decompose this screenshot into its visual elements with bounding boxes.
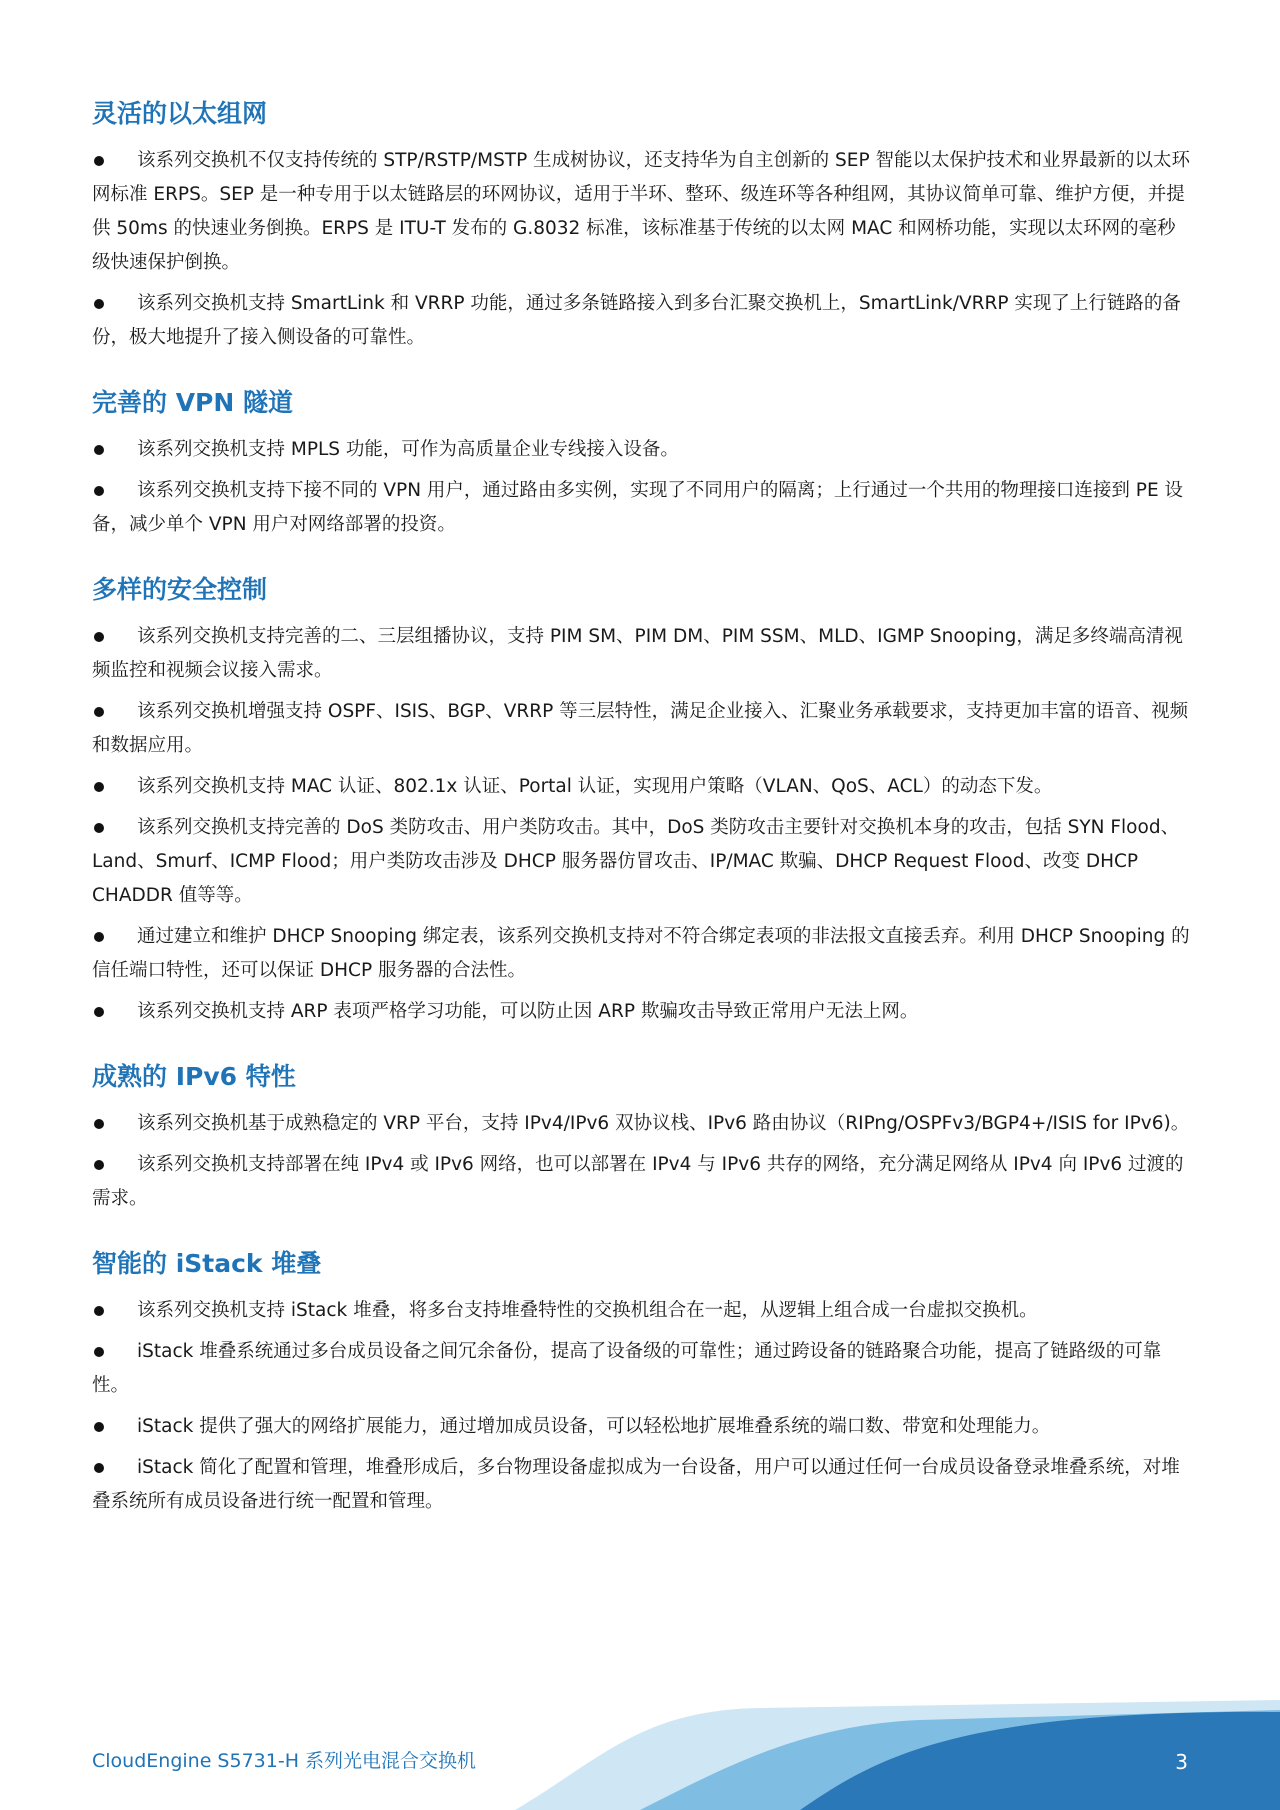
bullet-text: 该系列交换机支持 ARP 表项严格学习功能，可以防止因 ARP 欺骗攻击导致正常用户无法上网。 bbox=[137, 1001, 919, 1022]
section-title: 多样的安全控制 bbox=[92, 575, 268, 604]
bullet-icon bbox=[94, 782, 104, 792]
bullet-icon bbox=[94, 932, 104, 942]
bullet-icon bbox=[94, 1306, 104, 1316]
page-footer bbox=[0, 1700, 1280, 1810]
bullet-icon bbox=[94, 486, 104, 496]
bullet-text: 该系列交换机增强支持 OSPF、ISIS、BGP、VRRP 等三层特性，满足企业接入、汇聚业务承载要求，支持更加丰富的语音、视频和数据应用。 bbox=[92, 701, 1189, 756]
bullet-item bbox=[92, 1148, 1190, 1216]
section-flexible-ethernet bbox=[92, 96, 1190, 355]
bullet-icon bbox=[94, 632, 104, 642]
section-security-control bbox=[92, 572, 1190, 1029]
section-title: 完善的 VPN 隧道 bbox=[92, 388, 294, 417]
bullet-icon bbox=[94, 1160, 104, 1170]
bullet-text: 该系列交换机支持下接不同的 VPN 用户，通过路由多实例，实现了不同用户的隔离；上行通过一个共用的物理接口连接到 PE 设备，减少单个 VPN 用户对网络部署的投资。 bbox=[92, 480, 1184, 535]
bullet-icon bbox=[94, 156, 104, 166]
bullet-item bbox=[92, 433, 1190, 467]
bullet-icon bbox=[94, 1007, 104, 1017]
bullet-text: 该系列交换机支持 iStack 堆叠，将多台支持堆叠特性的交换机组合在一起，从逻辑上组合成一台虚拟交换机。 bbox=[137, 1300, 1038, 1321]
bullet-text: iStack 提供了强大的网络扩展能力，通过增加成员设备，可以轻松地扩展堆叠系统的端口数、带宽和处理能力。 bbox=[137, 1416, 1051, 1437]
bullet-text: 该系列交换机支持 MAC 认证、802.1x 认证、Portal 认证，实现用户策略（VLAN、QoS、ACL）的动态下发。 bbox=[137, 776, 1053, 797]
bullet-item bbox=[92, 770, 1190, 804]
bullet-item bbox=[92, 287, 1190, 355]
bullet-item bbox=[92, 1451, 1190, 1519]
bullet-icon bbox=[94, 299, 104, 309]
section-title: 成熟的 IPv6 特性 bbox=[92, 1062, 296, 1091]
bullet-item bbox=[92, 1107, 1190, 1141]
bullet-icon bbox=[94, 1347, 104, 1357]
section-title: 智能的 iStack 堆叠 bbox=[92, 1249, 322, 1278]
bullet-text: 该系列交换机基于成熟稳定的 VRP 平台，支持 IPv4/IPv6 双协议栈、IPv6 路由协议（RIPng/OSPFv3/BGP4+/ISIS for IPv6)。 bbox=[137, 1113, 1190, 1134]
section-title: 灵活的以太组网 bbox=[92, 99, 268, 128]
bullet-text: 该系列交换机支持 MPLS 功能，可作为高质量企业专线接入设备。 bbox=[137, 439, 679, 460]
bullet-text: 该系列交换机支持 SmartLink 和 VRRP 功能，通过多条链路接入到多台汇聚交换机上，SmartLink/VRRP 实现了上行链路的备份，极大地提升了接入侧设备的可靠性。 bbox=[92, 293, 1181, 348]
page-number: 3 bbox=[1175, 1750, 1188, 1774]
page-content bbox=[92, 96, 1190, 1549]
bullet-item bbox=[92, 811, 1190, 913]
bullet-text: 该系列交换机支持完善的二、三层组播协议，支持 PIM SM、PIM DM、PIM SSM、MLD、IGMP Snooping，满足多终端高清视频监控和视频会议接入需求。 bbox=[92, 626, 1183, 681]
footer-product-name: CloudEngine S5731-H 系列光电混合交换机 bbox=[92, 1750, 477, 1772]
bullet-text: iStack 堆叠系统通过多台成员设备之间冗余备份，提高了设备级的可靠性；通过跨设备的链路聚合功能，提高了链路级的可靠性。 bbox=[92, 1341, 1162, 1396]
bullet-item bbox=[92, 1294, 1190, 1328]
bullet-item bbox=[92, 1410, 1190, 1444]
bullet-text: 通过建立和维护 DHCP Snooping 绑定表，该系列交换机支持对不符合绑定表项的非法报文直接丢弃。利用 DHCP Snooping 的信任端口特性，还可以保证 DHCP 服务器的合法性。 bbox=[92, 926, 1190, 981]
bullet-item bbox=[92, 1335, 1190, 1403]
bullet-icon bbox=[94, 1463, 104, 1473]
bullet-item bbox=[92, 695, 1190, 763]
bullet-item bbox=[92, 620, 1190, 688]
bullet-item bbox=[92, 920, 1190, 988]
bullet-icon bbox=[94, 707, 104, 717]
bullet-item bbox=[92, 995, 1190, 1029]
bullet-text: 该系列交换机支持部署在纯 IPv4 或 IPv6 网络，也可以部署在 IPv4 与 IPv6 共存的网络，充分满足网络从 IPv4 向 IPv6 过渡的需求。 bbox=[92, 1154, 1184, 1209]
bullet-icon bbox=[94, 823, 104, 833]
bullet-item bbox=[92, 474, 1190, 542]
bullet-icon bbox=[94, 445, 104, 455]
bullet-icon bbox=[94, 1422, 104, 1432]
section-vpn-tunnel bbox=[92, 385, 1190, 542]
bullet-text: iStack 简化了配置和管理，堆叠形成后，多台物理设备虚拟成为一台设备，用户可以通过任何一台成员设备登录堆叠系统，对堆叠系统所有成员设备进行统一配置和管理。 bbox=[92, 1457, 1180, 1512]
bullet-item bbox=[92, 144, 1190, 280]
section-istack bbox=[92, 1246, 1190, 1519]
bullet-text: 该系列交换机支持完善的 DoS 类防攻击、用户类防攻击。其中，DoS 类防攻击主要针对交换机本身的攻击，包括 SYN Flood、Land、Smurf、ICMP Flood；用户类防攻击涉及 DHCP 服务器仿冒攻击、IP/MAC 欺骗、DHCP Request Flood、改变 DHCP CHADDR 值等等。 bbox=[92, 817, 1180, 906]
bullet-text: 该系列交换机不仅支持传统的 STP/RSTP/MSTP 生成树协议，还支持华为自主创新的 SEP 智能以太保护技术和业界最新的以太环网标准 ERPS。SEP 是一种专用于以太链路层的环网协议，适用于半环、整环、级连环等各种组网，其协议简单可靠、维护方便，并提供 50ms 的快速业务倒换。ERPS 是 ITU-T 发布的 G.8032 标准，该标准基于传统的以太网 MAC 和网桥功能，实现以太环网的毫秒级快速保护倒换。 bbox=[92, 150, 1190, 273]
bullet-icon bbox=[94, 1119, 104, 1129]
section-ipv6-features bbox=[92, 1059, 1190, 1216]
